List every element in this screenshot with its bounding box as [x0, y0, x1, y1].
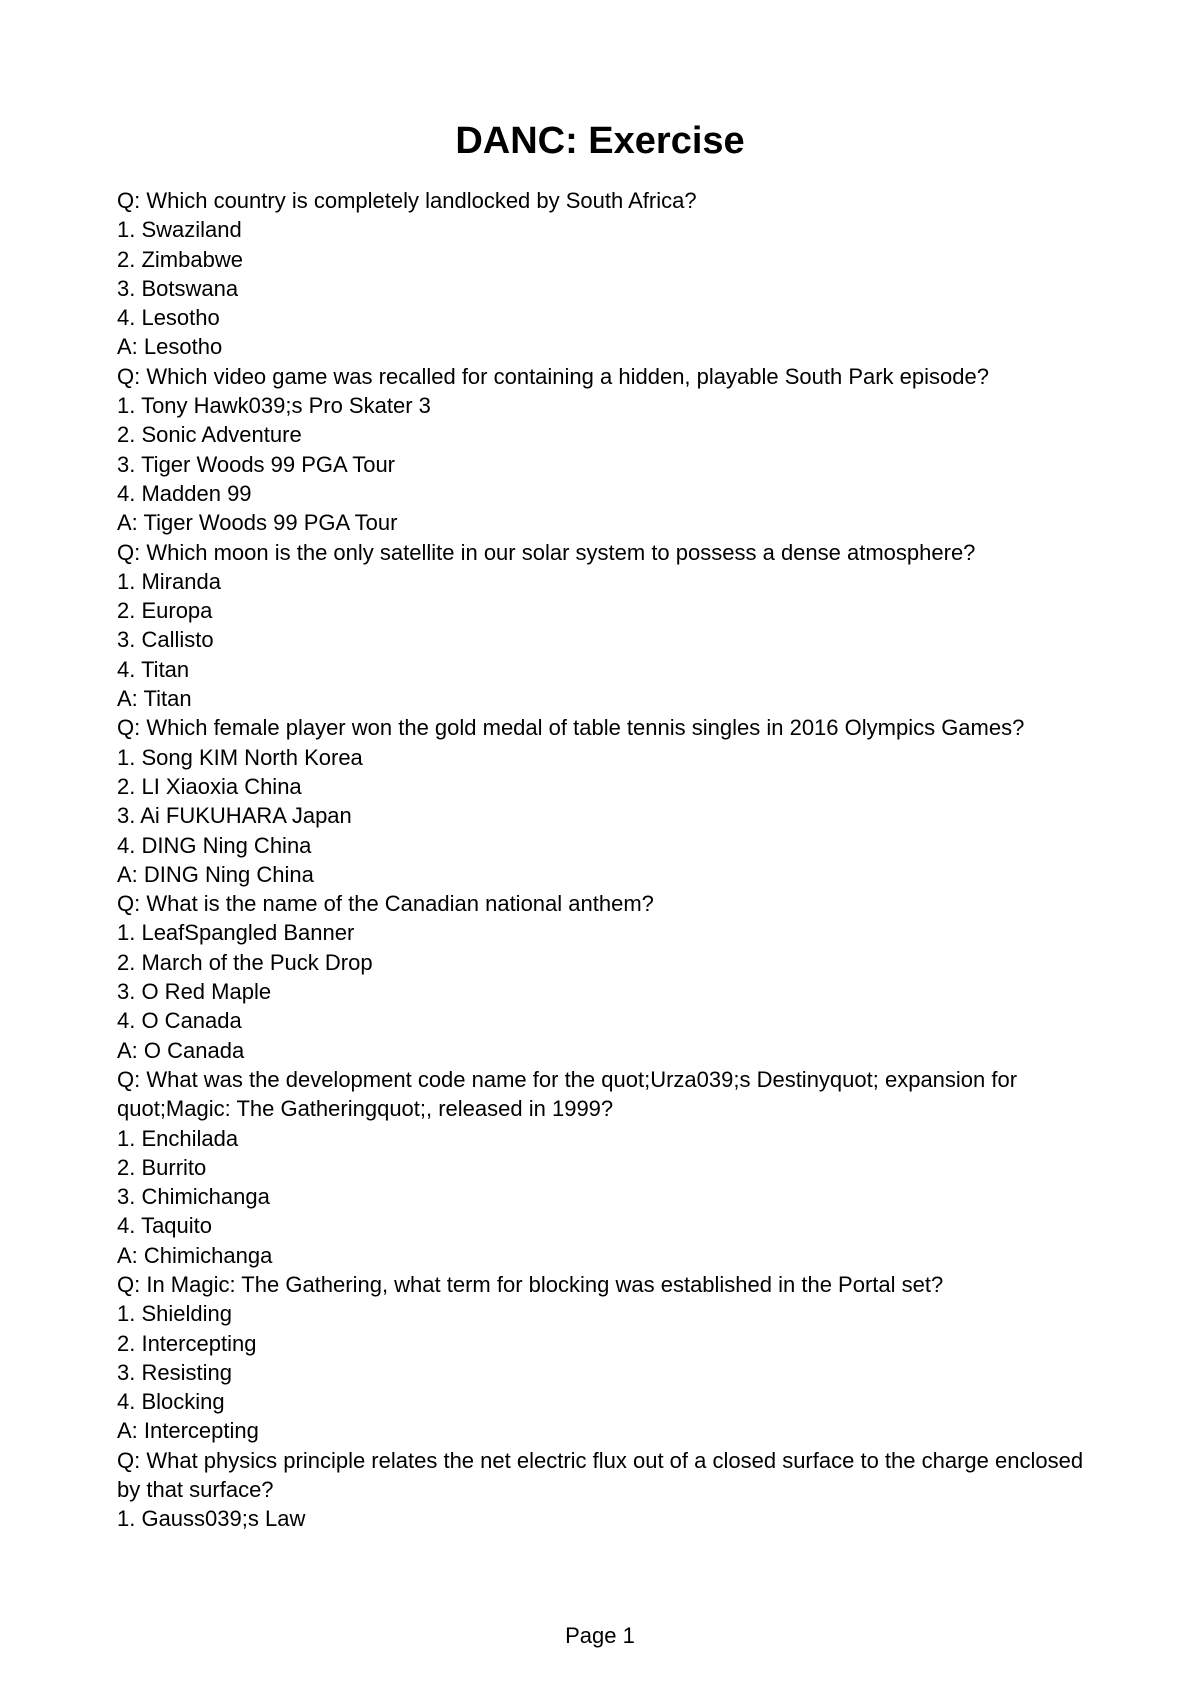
answer-option: 1. LeafSpangled Banner — [117, 920, 355, 946]
answer-option: 1. Gauss039;s Law — [117, 1506, 306, 1532]
correct-answer: A: Chimichanga — [117, 1242, 273, 1268]
answer-option: 2. Burrito — [117, 1154, 207, 1180]
answer-option: 3. Tiger Woods 99 PGA Tour — [117, 451, 396, 477]
correct-answer: A: Titan — [117, 686, 192, 712]
answer-option: 2. Zimbabwe — [117, 246, 243, 272]
question-list — [117, 186, 1097, 1534]
page-number: Page 1 — [565, 1623, 635, 1648]
answer-option: 4. Taquito — [117, 1213, 213, 1239]
answer-option: 4. Blocking — [117, 1389, 225, 1415]
answer-option: 3. Callisto — [117, 627, 214, 653]
answer-option: 1. Swaziland — [117, 217, 242, 243]
answer-option: 4. Lesotho — [117, 305, 220, 331]
correct-answer: A: Tiger Woods 99 PGA Tour — [117, 510, 398, 536]
question-block — [117, 889, 1097, 1065]
answer-option: 4. O Canada — [117, 1008, 242, 1034]
correct-answer: A: O Canada — [117, 1037, 245, 1063]
answer-option: 1. Miranda — [117, 568, 221, 594]
answer-option: 1. Shielding — [117, 1301, 232, 1327]
question-text: Q: What is the name of the Canadian national anthem? — [117, 891, 654, 917]
question-block — [117, 362, 1097, 538]
answer-option: 1. Song KIM North Korea — [117, 744, 363, 770]
correct-answer: A: Intercepting — [117, 1418, 259, 1444]
question-text: Q: Which video game was recalled for containing a hidden, playable South Park episode? — [117, 363, 989, 389]
answer-option: 3. Botswana — [117, 275, 239, 301]
answer-option: 3. Chimichanga — [117, 1184, 270, 1210]
question-block — [117, 538, 1097, 714]
question-text: Q: What physics principle relates the net electric flux out of a closed surface to the charge enclosed by that surface? — [117, 1447, 1084, 1503]
answer-option: 3. Resisting — [117, 1359, 232, 1385]
answer-option: 1. Tony Hawk039;s Pro Skater 3 — [117, 393, 431, 419]
answer-option: 3. O Red Maple — [117, 979, 272, 1005]
answer-option: 2. Europa — [117, 598, 213, 624]
correct-answer: A: Lesotho — [117, 334, 223, 360]
question-text: Q: In Magic: The Gathering, what term for blocking was established in the Portal set? — [117, 1271, 944, 1297]
question-text: Q: Which female player won the gold medal of table tennis singles in 2016 Olympics Games? — [117, 715, 1025, 741]
question-text: Q: Which country is completely landlocked by South Africa? — [117, 188, 697, 213]
question-block — [117, 186, 1097, 362]
question-block — [117, 1446, 1097, 1534]
answer-option: 2. March of the Puck Drop — [117, 949, 373, 975]
question-block — [117, 1270, 1097, 1446]
correct-answer: A: DING Ning China — [117, 861, 314, 887]
answer-option: 4. DING Ning China — [117, 832, 312, 858]
question-text: Q: What was the development code name for the quot;Urza039;s Destinyquot; expansion for quot;Magic: The Gatheringquot;, released in 1999? — [117, 1066, 1018, 1122]
answer-option: 2. LI Xiaoxia China — [117, 773, 302, 799]
question-text: Q: Which moon is the only satellite in our solar system to possess a dense atmosphere? — [117, 539, 976, 565]
answer-option: 3. Ai FUKUHARA Japan — [117, 803, 352, 829]
page-title: DANC: Exercise — [455, 120, 745, 162]
question-block — [117, 1065, 1097, 1270]
answer-option: 4. Madden 99 — [117, 480, 252, 506]
answer-option: 2. Sonic Adventure — [117, 422, 302, 448]
answer-option: 2. Intercepting — [117, 1330, 257, 1356]
question-block — [117, 713, 1097, 889]
answer-option: 4. Titan — [117, 656, 190, 682]
answer-option: 1. Enchilada — [117, 1125, 239, 1151]
